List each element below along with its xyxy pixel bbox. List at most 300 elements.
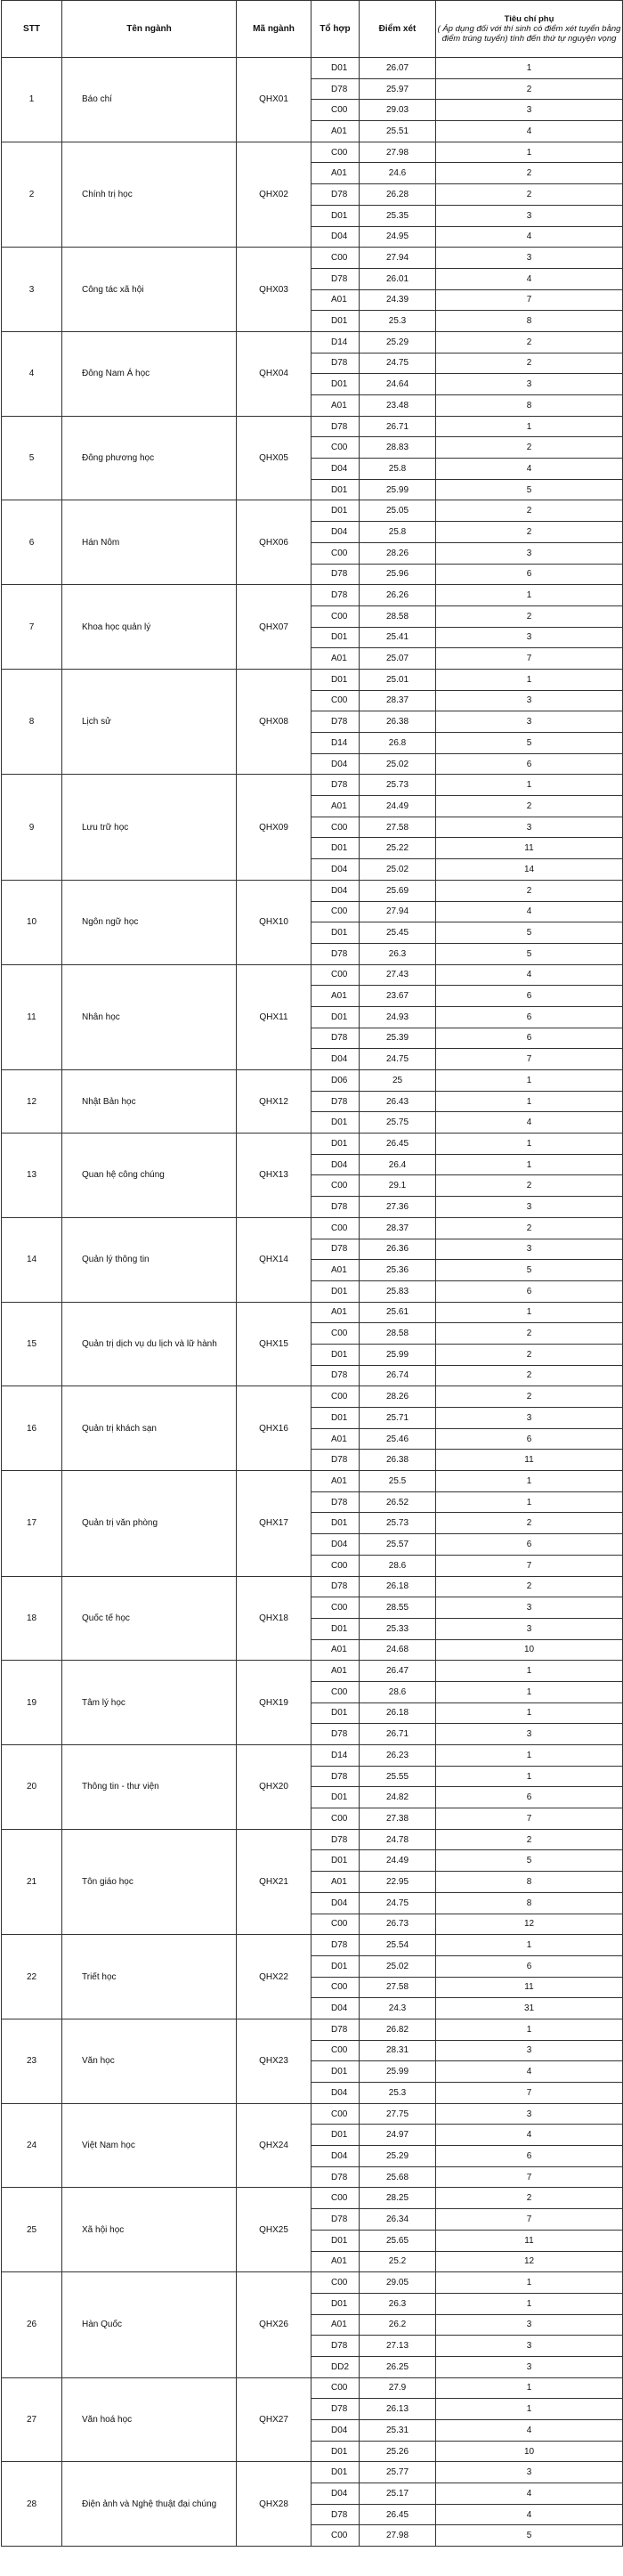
- tiebreak-cell: 7: [436, 289, 623, 311]
- combination-cell: D78: [312, 1197, 360, 1218]
- combination-cell: D78: [312, 2019, 360, 2040]
- tiebreak-cell: 3: [436, 2336, 623, 2357]
- tiebreak-cell: 5: [436, 943, 623, 964]
- combination-cell: D04: [312, 1154, 360, 1175]
- major-name-cell: Tôn giáo học: [62, 1829, 237, 1934]
- score-cell: 25.51: [360, 121, 436, 142]
- tiebreak-cell: 11: [436, 1450, 623, 1471]
- combination-cell: A01: [312, 1661, 360, 1682]
- major-code-cell: QHX04: [237, 331, 312, 416]
- tiebreak-cell: 1: [436, 2399, 623, 2420]
- tiebreak-cell: 11: [436, 2230, 623, 2251]
- tiebreak-cell: 1: [436, 1134, 623, 1155]
- score-cell: 25.99: [360, 2061, 436, 2083]
- tiebreak-cell: 1: [436, 1070, 623, 1092]
- score-cell: 27.36: [360, 1197, 436, 1218]
- combination-cell: C00: [312, 1597, 360, 1619]
- combination-cell: C00: [312, 1914, 360, 1935]
- score-cell: 25.46: [360, 1428, 436, 1450]
- score-cell: 24.3: [360, 1998, 436, 2019]
- combination-cell: C00: [312, 1555, 360, 1576]
- tiebreak-cell: 3: [436, 817, 623, 838]
- score-cell: 25.71: [360, 1408, 436, 1429]
- tiebreak-cell: 3: [436, 2356, 623, 2377]
- table-row: [2, 1134, 623, 1155]
- table-row: [2, 1576, 623, 1597]
- major-name-cell: Điện ảnh và Nghệ thuật đại chúng: [62, 2462, 237, 2547]
- score-cell: 24.75: [360, 353, 436, 374]
- tiebreak-cell: 2: [436, 522, 623, 543]
- score-cell: 25.41: [360, 627, 436, 648]
- score-cell: 26.3: [360, 2293, 436, 2314]
- tiebreak-cell: 2: [436, 1175, 623, 1197]
- tiebreak-cell: 3: [436, 1197, 623, 1218]
- tiebreak-cell: 31: [436, 1998, 623, 2019]
- combination-cell: C00: [312, 100, 360, 121]
- tiebreak-cell: 6: [436, 1428, 623, 1450]
- table-row: [2, 2103, 623, 2125]
- tiebreak-cell: 5: [436, 1260, 623, 1281]
- table-row: [2, 1935, 623, 1956]
- header-score: Điểm xét: [360, 1, 436, 58]
- score-cell: 26.26: [360, 585, 436, 606]
- score-cell: 26.2: [360, 2314, 436, 2336]
- tiebreak-cell: 11: [436, 1977, 623, 1998]
- major-name-cell: Đông Nam Á học: [62, 331, 237, 416]
- score-cell: 26.25: [360, 2356, 436, 2377]
- combination-cell: A01: [312, 121, 360, 142]
- tiebreak-cell: 1: [436, 1661, 623, 1682]
- combination-cell: D01: [312, 58, 360, 79]
- major-name-cell: Ngôn ngữ học: [62, 880, 237, 964]
- tiebreak-cell: 1: [436, 2019, 623, 2040]
- score-cell: 24.49: [360, 796, 436, 817]
- combination-cell: A01: [312, 648, 360, 670]
- header-tiebreak: [436, 1, 623, 58]
- score-cell: 25.39: [360, 1028, 436, 1049]
- tiebreak-cell: 2: [436, 796, 623, 817]
- score-cell: 27.98: [360, 2525, 436, 2547]
- tiebreak-cell: 1: [436, 775, 623, 796]
- tiebreak-cell: 3: [436, 627, 623, 648]
- combination-cell: D04: [312, 880, 360, 901]
- tiebreak-cell: 2: [436, 331, 623, 353]
- tiebreak-cell: 2: [436, 163, 623, 184]
- tiebreak-cell: 7: [436, 2166, 623, 2188]
- major-code-cell: QHX16: [237, 1386, 312, 1471]
- tiebreak-cell: 4: [436, 2504, 623, 2525]
- score-cell: 25.77: [360, 2462, 436, 2483]
- combination-cell: D04: [312, 2146, 360, 2167]
- score-cell: 23.67: [360, 986, 436, 1007]
- major-name-cell: Quản trị khách sạn: [62, 1386, 237, 1471]
- score-cell: 25.75: [360, 1112, 436, 1134]
- major-name-cell: Quản trị văn phòng: [62, 1471, 237, 1576]
- tiebreak-cell: 3: [436, 2462, 623, 2483]
- combination-cell: C00: [312, 1681, 360, 1702]
- tiebreak-cell: 4: [436, 901, 623, 922]
- tiebreak-cell: 6: [436, 1787, 623, 1808]
- combination-cell: C00: [312, 2525, 360, 2547]
- tiebreak-cell: 6: [436, 753, 623, 775]
- score-cell: 25.65: [360, 2230, 436, 2251]
- score-cell: 29.05: [360, 2272, 436, 2294]
- score-cell: 25.73: [360, 1513, 436, 1534]
- stt-cell: 2: [2, 142, 62, 247]
- major-code-cell: QHX08: [237, 669, 312, 774]
- tiebreak-cell: 3: [436, 2103, 623, 2125]
- combination-cell: D01: [312, 2293, 360, 2314]
- combination-cell: D04: [312, 1998, 360, 2019]
- tiebreak-cell: 7: [436, 1555, 623, 1576]
- combination-cell: A01: [312, 395, 360, 417]
- score-cell: 26.8: [360, 733, 436, 754]
- combination-cell: D01: [312, 1850, 360, 1872]
- score-cell: 28.25: [360, 2188, 436, 2209]
- combination-cell: A01: [312, 289, 360, 311]
- tiebreak-cell: 1: [436, 2377, 623, 2399]
- score-cell: 27.98: [360, 142, 436, 163]
- major-name-cell: Báo chí: [62, 58, 237, 142]
- tiebreak-cell: 3: [436, 100, 623, 121]
- tiebreak-cell: 6: [436, 986, 623, 1007]
- score-cell: 28.6: [360, 1555, 436, 1576]
- major-code-cell: QHX10: [237, 880, 312, 964]
- tiebreak-cell: 12: [436, 2251, 623, 2272]
- combination-cell: D01: [312, 2441, 360, 2462]
- combination-cell: D78: [312, 1576, 360, 1597]
- combination-cell: D04: [312, 753, 360, 775]
- score-cell: 25.61: [360, 1302, 436, 1323]
- score-cell: 26.47: [360, 1661, 436, 1682]
- score-cell: 25.17: [360, 2483, 436, 2505]
- stt-cell: 21: [2, 1829, 62, 1934]
- table-header-row: [2, 1, 623, 58]
- tiebreak-cell: 3: [436, 2314, 623, 2336]
- tiebreak-cell: 3: [436, 374, 623, 395]
- score-cell: 26.45: [360, 2504, 436, 2525]
- tiebreak-cell: 1: [436, 1681, 623, 1702]
- score-cell: 26.74: [360, 1365, 436, 1386]
- combination-cell: D78: [312, 78, 360, 100]
- score-cell: 26.18: [360, 1702, 436, 1724]
- combination-cell: C00: [312, 901, 360, 922]
- score-cell: 25.31: [360, 2420, 436, 2442]
- tiebreak-cell: 1: [436, 1491, 623, 1513]
- combination-cell: D01: [312, 627, 360, 648]
- combination-cell: C00: [312, 437, 360, 459]
- score-cell: 29.03: [360, 100, 436, 121]
- score-cell: 26.71: [360, 416, 436, 437]
- header-major-code: Mã ngành: [237, 1, 312, 58]
- major-name-cell: Văn hoá học: [62, 2377, 237, 2462]
- score-cell: 25.29: [360, 2146, 436, 2167]
- major-code-cell: QHX26: [237, 2272, 312, 2377]
- major-name-cell: Hàn Quốc: [62, 2272, 237, 2377]
- stt-cell: 18: [2, 1576, 62, 1661]
- combination-cell: D01: [312, 1618, 360, 1639]
- combination-cell: D01: [312, 1344, 360, 1365]
- major-code-cell: QHX22: [237, 1935, 312, 2019]
- score-cell: 24.75: [360, 1892, 436, 1914]
- combination-cell: D01: [312, 1787, 360, 1808]
- tiebreak-cell: 5: [436, 733, 623, 754]
- tiebreak-cell: 8: [436, 1892, 623, 1914]
- tiebreak-cell: 2: [436, 1344, 623, 1365]
- tiebreak-cell: 6: [436, 1280, 623, 1302]
- score-cell: 25.45: [360, 922, 436, 944]
- score-cell: 24.39: [360, 289, 436, 311]
- tiebreak-cell: 6: [436, 1028, 623, 1049]
- score-cell: 25.99: [360, 1344, 436, 1365]
- stt-cell: 13: [2, 1134, 62, 1218]
- combination-cell: D04: [312, 1049, 360, 1070]
- combination-cell: D01: [312, 838, 360, 859]
- major-code-cell: QHX27: [237, 2377, 312, 2462]
- score-cell: 29.1: [360, 1175, 436, 1197]
- score-cell: 27.43: [360, 964, 436, 986]
- combination-cell: D14: [312, 331, 360, 353]
- header-stt: STT: [2, 1, 62, 58]
- combination-cell: C00: [312, 2040, 360, 2061]
- score-cell: 27.58: [360, 1977, 436, 1998]
- major-code-cell: QHX07: [237, 585, 312, 670]
- tiebreak-cell: 1: [436, 142, 623, 163]
- tiebreak-cell: 8: [436, 395, 623, 417]
- score-cell: 28.58: [360, 1323, 436, 1345]
- tiebreak-cell: 2: [436, 605, 623, 627]
- tiebreak-cell: 6: [436, 1955, 623, 1977]
- score-cell: 26.13: [360, 2399, 436, 2420]
- stt-cell: 11: [2, 964, 62, 1069]
- combination-cell: C00: [312, 964, 360, 986]
- score-cell: 26.18: [360, 1576, 436, 1597]
- major-code-cell: QHX09: [237, 775, 312, 880]
- combination-cell: A01: [312, 1428, 360, 1450]
- major-name-cell: Văn học: [62, 2019, 237, 2103]
- score-cell: 26.36: [360, 1239, 436, 1260]
- table-row: [2, 1386, 623, 1408]
- tiebreak-cell: 4: [436, 459, 623, 480]
- score-cell: 28.6: [360, 1681, 436, 1702]
- table-row: [2, 2272, 623, 2294]
- major-code-cell: QHX12: [237, 1070, 312, 1134]
- table-row: [2, 500, 623, 522]
- tiebreak-cell: 4: [436, 964, 623, 986]
- tiebreak-cell: 4: [436, 268, 623, 289]
- score-cell: 28.26: [360, 542, 436, 564]
- score-cell: 25.05: [360, 500, 436, 522]
- stt-cell: 8: [2, 669, 62, 774]
- major-name-cell: Chính trị học: [62, 142, 237, 247]
- score-cell: 26.07: [360, 58, 436, 79]
- tiebreak-cell: 2: [436, 1829, 623, 1850]
- combination-cell: D78: [312, 184, 360, 206]
- combination-cell: D01: [312, 2061, 360, 2083]
- tiebreak-cell: 3: [436, 2040, 623, 2061]
- combination-cell: C00: [312, 1977, 360, 1998]
- stt-cell: 10: [2, 880, 62, 964]
- tiebreak-cell: 4: [436, 2420, 623, 2442]
- stt-cell: 12: [2, 1070, 62, 1134]
- combination-cell: C00: [312, 605, 360, 627]
- tiebreak-cell: 3: [436, 711, 623, 733]
- score-cell: 25.99: [360, 479, 436, 500]
- stt-cell: 17: [2, 1471, 62, 1576]
- score-cell: 28.83: [360, 437, 436, 459]
- major-name-cell: Quản lý thông tin: [62, 1217, 237, 1302]
- table-row: [2, 775, 623, 796]
- score-cell: 28.55: [360, 1597, 436, 1619]
- major-name-cell: Thông tin - thư viện: [62, 1745, 237, 1830]
- major-code-cell: QHX05: [237, 416, 312, 500]
- tiebreak-cell: 1: [436, 416, 623, 437]
- combination-cell: A01: [312, 2314, 360, 2336]
- major-name-cell: Nhật Bản học: [62, 1070, 237, 1134]
- major-code-cell: QHX19: [237, 1661, 312, 1745]
- major-code-cell: QHX13: [237, 1134, 312, 1218]
- tiebreak-cell: 11: [436, 838, 623, 859]
- combination-cell: D04: [312, 1892, 360, 1914]
- combination-cell: D01: [312, 669, 360, 690]
- combination-cell: D78: [312, 416, 360, 437]
- score-cell: 25.8: [360, 522, 436, 543]
- combination-cell: C00: [312, 248, 360, 269]
- combination-cell: C00: [312, 2103, 360, 2125]
- stt-cell: 19: [2, 1661, 62, 1745]
- tiebreak-cell: 6: [436, 1534, 623, 1556]
- score-cell: 28.37: [360, 690, 436, 711]
- table-row: [2, 1471, 623, 1492]
- combination-cell: A01: [312, 1302, 360, 1323]
- tiebreak-cell: 3: [436, 205, 623, 226]
- combination-cell: D78: [312, 1365, 360, 1386]
- major-name-cell: Xã hội học: [62, 2188, 237, 2272]
- major-code-cell: QHX24: [237, 2103, 312, 2188]
- table-row: [2, 1745, 623, 1767]
- stt-cell: 14: [2, 1217, 62, 1302]
- combination-cell: D04: [312, 2420, 360, 2442]
- tiebreak-cell: 2: [436, 880, 623, 901]
- score-cell: 26.28: [360, 184, 436, 206]
- tiebreak-cell: 2: [436, 184, 623, 206]
- stt-cell: 23: [2, 2019, 62, 2103]
- score-cell: 25.54: [360, 1935, 436, 1956]
- combination-cell: D04: [312, 1534, 360, 1556]
- stt-cell: 7: [2, 585, 62, 670]
- tiebreak-cell: 1: [436, 2293, 623, 2314]
- score-cell: 26.01: [360, 268, 436, 289]
- combination-cell: D78: [312, 1766, 360, 1787]
- table-row: [2, 248, 623, 269]
- tiebreak-cell: 3: [436, 1239, 623, 1260]
- score-cell: 25: [360, 1070, 436, 1092]
- combination-cell: C00: [312, 2188, 360, 2209]
- score-cell: 25.96: [360, 564, 436, 585]
- tiebreak-cell: 10: [436, 2441, 623, 2462]
- combination-cell: D14: [312, 733, 360, 754]
- major-name-cell: Việt Nam học: [62, 2103, 237, 2188]
- stt-cell: 27: [2, 2377, 62, 2462]
- tiebreak-cell: 4: [436, 226, 623, 248]
- tiebreak-cell: 2: [436, 1217, 623, 1239]
- tiebreak-cell: 7: [436, 648, 623, 670]
- tiebreak-cell: 5: [436, 1850, 623, 1872]
- score-cell: 24.82: [360, 1787, 436, 1808]
- combination-cell: DD2: [312, 2356, 360, 2377]
- tiebreak-cell: 1: [436, 1745, 623, 1767]
- combination-cell: D01: [312, 2462, 360, 2483]
- combination-cell: D78: [312, 2336, 360, 2357]
- combination-cell: C00: [312, 1217, 360, 1239]
- score-cell: 25.73: [360, 775, 436, 796]
- tiebreak-cell: 1: [436, 1154, 623, 1175]
- major-code-cell: QHX17: [237, 1471, 312, 1576]
- table-row: [2, 58, 623, 79]
- combination-cell: C00: [312, 1175, 360, 1197]
- combination-cell: D14: [312, 1745, 360, 1767]
- tiebreak-cell: 2: [436, 437, 623, 459]
- combination-cell: D01: [312, 1006, 360, 1028]
- tiebreak-cell: 1: [436, 1471, 623, 1492]
- stt-cell: 24: [2, 2103, 62, 2188]
- stt-cell: 15: [2, 1302, 62, 1386]
- stt-cell: 25: [2, 2188, 62, 2272]
- combination-cell: A01: [312, 2251, 360, 2272]
- score-cell: 26.73: [360, 1914, 436, 1935]
- combination-cell: D01: [312, 205, 360, 226]
- major-code-cell: QHX18: [237, 1576, 312, 1661]
- score-cell: 24.6: [360, 163, 436, 184]
- stt-cell: 1: [2, 58, 62, 142]
- score-cell: 25.69: [360, 880, 436, 901]
- major-code-cell: QHX28: [237, 2462, 312, 2547]
- score-cell: 25.3: [360, 311, 436, 332]
- tiebreak-cell: 1: [436, 1302, 623, 1323]
- tiebreak-cell: 1: [436, 669, 623, 690]
- table-row: [2, 142, 623, 163]
- combination-cell: D78: [312, 1935, 360, 1956]
- combination-cell: D04: [312, 859, 360, 881]
- score-cell: 24.64: [360, 374, 436, 395]
- combination-cell: C00: [312, 142, 360, 163]
- tiebreak-cell: 3: [436, 1618, 623, 1639]
- stt-cell: 16: [2, 1386, 62, 1471]
- stt-cell: 5: [2, 416, 62, 500]
- combination-cell: A01: [312, 163, 360, 184]
- major-code-cell: QHX01: [237, 58, 312, 142]
- table-row: [2, 1070, 623, 1092]
- score-cell: 27.94: [360, 901, 436, 922]
- score-cell: 26.23: [360, 1745, 436, 1767]
- major-name-cell: Quan hệ công chúng: [62, 1134, 237, 1218]
- major-name-cell: Nhân học: [62, 964, 237, 1069]
- combination-cell: D01: [312, 374, 360, 395]
- combination-cell: C00: [312, 1323, 360, 1345]
- combination-cell: D78: [312, 2209, 360, 2231]
- score-cell: 26.38: [360, 1450, 436, 1471]
- combination-cell: D78: [312, 353, 360, 374]
- stt-cell: 4: [2, 331, 62, 416]
- score-cell: 26.43: [360, 1091, 436, 1112]
- score-cell: 27.9: [360, 2377, 436, 2399]
- stt-cell: 6: [2, 500, 62, 585]
- combination-cell: C00: [312, 2377, 360, 2399]
- combination-cell: A01: [312, 986, 360, 1007]
- score-cell: 25.26: [360, 2441, 436, 2462]
- stt-cell: 9: [2, 775, 62, 880]
- major-code-cell: QHX25: [237, 2188, 312, 2272]
